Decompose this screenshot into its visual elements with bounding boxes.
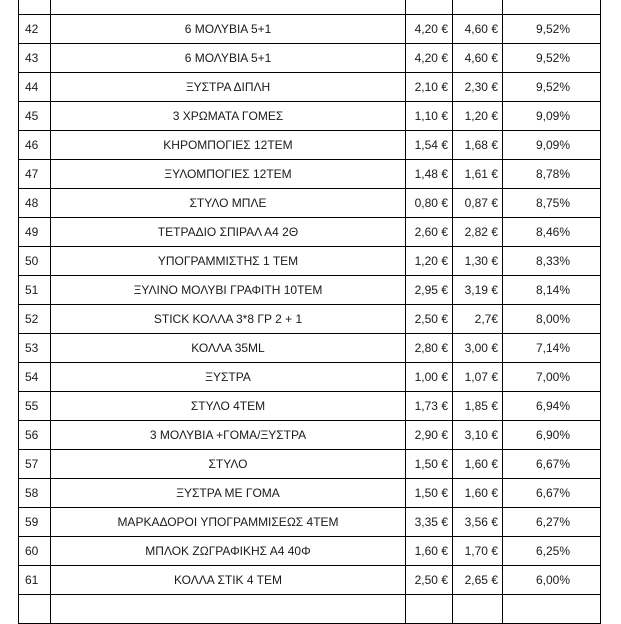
- cell-price-new: 2,65 €: [453, 566, 503, 595]
- cell-price-new: [453, 595, 503, 624]
- cell-change: 9,09%: [503, 131, 601, 160]
- cell-price-old: 4,20 €: [406, 15, 453, 44]
- table-row: [19, 537, 601, 566]
- cell-name: ΜΑΡΚΑΔΟΡΟΙ ΥΠΟΓΡΑΜΜΙΣΕΩΣ 4ΤΕΜ: [51, 508, 406, 537]
- table-row: [19, 566, 601, 595]
- table-row: [19, 44, 601, 73]
- table-row: [19, 247, 601, 276]
- cell-num: 61: [19, 566, 51, 595]
- cell-price-new: [453, 0, 503, 15]
- cell-change: 9,52%: [503, 15, 601, 44]
- cell-price-new: 2,82 €: [453, 218, 503, 247]
- price-table-body: [19, 0, 601, 624]
- cell-num: 57: [19, 450, 51, 479]
- cell-name: ΞΥΛΟΜΠΟΓΙΕΣ 12ΤΕΜ: [51, 160, 406, 189]
- cell-change: 7,00%: [503, 363, 601, 392]
- cell-price-old: 2,10 €: [406, 73, 453, 102]
- cell-num: 52: [19, 305, 51, 334]
- cell-num: 50: [19, 247, 51, 276]
- cell-price-old: [406, 0, 453, 15]
- cell-name: [51, 0, 406, 15]
- cell-price-new: 3,56 €: [453, 508, 503, 537]
- cell-num: 44: [19, 73, 51, 102]
- table-row: [19, 160, 601, 189]
- cell-change: [503, 0, 601, 15]
- cell-price-new: 0,87 €: [453, 189, 503, 218]
- table-row-partial-bottom: [19, 595, 601, 624]
- cell-num: 42: [19, 15, 51, 44]
- cell-name: ΜΠΛΟΚ ΖΩΓΡΑΦΙΚΗΣ Α4 40Φ: [51, 537, 406, 566]
- cell-name: ΚΗΡΟΜΠΟΓΙΕΣ 12ΤΕΜ: [51, 131, 406, 160]
- table-row: [19, 392, 601, 421]
- cell-price-old: 2,95 €: [406, 276, 453, 305]
- cell-change: 8,33%: [503, 247, 601, 276]
- table-row: [19, 450, 601, 479]
- cell-num: 45: [19, 102, 51, 131]
- cell-num: 56: [19, 421, 51, 450]
- cell-change: 9,09%: [503, 102, 601, 131]
- cell-name: ΤΕΤΡΑΔΙΟ ΣΠΙΡΑΛ Α4 2Θ: [51, 218, 406, 247]
- cell-name: ΞΥΣΤΡΑ ΜΕ ΓΟΜΑ: [51, 479, 406, 508]
- cell-change: 8,75%: [503, 189, 601, 218]
- cell-num: 53: [19, 334, 51, 363]
- cell-change: 8,00%: [503, 305, 601, 334]
- cell-name: 3 ΜΟΛΥΒΙΑ +ΓΟΜΑ/ΞΥΣΤΡΑ: [51, 421, 406, 450]
- cell-change: 7,14%: [503, 334, 601, 363]
- cell-name: [51, 595, 406, 624]
- table-row: [19, 15, 601, 44]
- cell-price-new: 1,60 €: [453, 450, 503, 479]
- cell-name: ΣΤΥΛΟ 4ΤΕΜ: [51, 392, 406, 421]
- cell-price-new: 2,30 €: [453, 73, 503, 102]
- cell-price-old: 1,00 €: [406, 363, 453, 392]
- cell-price-old: 2,60 €: [406, 218, 453, 247]
- cell-price-new: 3,10 €: [453, 421, 503, 450]
- cell-name: ΞΥΛΙΝΟ ΜΟΛΥΒΙ ΓΡΑΦΙΤΗ 10ΤΕΜ: [51, 276, 406, 305]
- cell-name: ΚΟΛΛΑ 35ML: [51, 334, 406, 363]
- cell-num: 54: [19, 363, 51, 392]
- cell-change: 9,52%: [503, 73, 601, 102]
- cell-price-old: 0,80 €: [406, 189, 453, 218]
- cell-num: 59: [19, 508, 51, 537]
- cell-price-new: 1,07 €: [453, 363, 503, 392]
- cell-name: 6 ΜΟΛΥΒΙΑ 5+1: [51, 44, 406, 73]
- cell-num: 58: [19, 479, 51, 508]
- cell-change: 8,14%: [503, 276, 601, 305]
- cell-price-new: 1,61 €: [453, 160, 503, 189]
- cell-name: 3 ΧΡΩΜΑΤΑ ΓΟΜΕΣ: [51, 102, 406, 131]
- cell-change: [503, 595, 601, 624]
- cell-price-old: 1,20 €: [406, 247, 453, 276]
- cell-price-new: 1,70 €: [453, 537, 503, 566]
- cell-price-new: 3,00 €: [453, 334, 503, 363]
- cell-name: ΞΥΣΤΡΑ: [51, 363, 406, 392]
- cell-name: ΣΤΥΛΟ ΜΠΛΕ: [51, 189, 406, 218]
- cell-price-new: 1,20 €: [453, 102, 503, 131]
- cell-price-old: 2,80 €: [406, 334, 453, 363]
- cell-num: 51: [19, 276, 51, 305]
- cell-num: 55: [19, 392, 51, 421]
- cell-price-old: 2,90 €: [406, 421, 453, 450]
- cell-price-new: 3,19 €: [453, 276, 503, 305]
- table-row: [19, 102, 601, 131]
- table-row: [19, 276, 601, 305]
- cell-price-new: 1,30 €: [453, 247, 503, 276]
- cell-price-old: 1,60 €: [406, 537, 453, 566]
- cell-change: 6,94%: [503, 392, 601, 421]
- cell-change: 6,00%: [503, 566, 601, 595]
- table-row: [19, 73, 601, 102]
- cell-name: ΚΟΛΛΑ ΣΤΙΚ 4 ΤΕΜ: [51, 566, 406, 595]
- table-row: [19, 421, 601, 450]
- table-row: [19, 479, 601, 508]
- cell-num: 60: [19, 537, 51, 566]
- cell-num: 49: [19, 218, 51, 247]
- cell-price-old: 1,50 €: [406, 479, 453, 508]
- cell-price-old: 4,20 €: [406, 44, 453, 73]
- cell-change: 6,90%: [503, 421, 601, 450]
- cell-num: 46: [19, 131, 51, 160]
- cell-price-new: 2,7€: [453, 305, 503, 334]
- cell-num: 48: [19, 189, 51, 218]
- cell-change: 8,78%: [503, 160, 601, 189]
- cell-change: 8,46%: [503, 218, 601, 247]
- cell-price-old: 1,73 €: [406, 392, 453, 421]
- cell-price-old: 1,50 €: [406, 450, 453, 479]
- table-row: [19, 305, 601, 334]
- cell-name: STICK ΚΟΛΛΑ 3*8 ΓΡ 2 + 1: [51, 305, 406, 334]
- cell-num: [19, 595, 51, 624]
- cell-change: 6,67%: [503, 450, 601, 479]
- cell-name: ΞΥΣΤΡΑ ΔΙΠΛΗ: [51, 73, 406, 102]
- cell-change: 6,67%: [503, 479, 601, 508]
- cell-change: 9,52%: [503, 44, 601, 73]
- cell-name: ΥΠΟΓΡΑΜΜΙΣΤΗΣ 1 ΤΕΜ: [51, 247, 406, 276]
- cell-change: 6,27%: [503, 508, 601, 537]
- table-row-partial-top: [19, 0, 601, 15]
- table-row: [19, 363, 601, 392]
- cell-price-old: 3,35 €: [406, 508, 453, 537]
- cell-price-new: 1,60 €: [453, 479, 503, 508]
- table-row: [19, 334, 601, 363]
- cell-price-old: [406, 595, 453, 624]
- cell-price-old: 2,50 €: [406, 305, 453, 334]
- price-table: [18, 0, 601, 624]
- cell-name: 6 ΜΟΛΥΒΙΑ 5+1: [51, 15, 406, 44]
- cell-price-old: 1,10 €: [406, 102, 453, 131]
- cell-change: 6,25%: [503, 537, 601, 566]
- cell-price-new: 4,60 €: [453, 15, 503, 44]
- cell-price-new: 1,68 €: [453, 131, 503, 160]
- cell-name: ΣΤΥΛΟ: [51, 450, 406, 479]
- cell-num: [19, 0, 51, 15]
- cell-num: 43: [19, 44, 51, 73]
- table-row: [19, 508, 601, 537]
- table-row: [19, 189, 601, 218]
- cell-price-old: 2,50 €: [406, 566, 453, 595]
- cell-num: 47: [19, 160, 51, 189]
- cell-price-new: 4,60 €: [453, 44, 503, 73]
- cell-price-old: 1,48 €: [406, 160, 453, 189]
- table-row: [19, 218, 601, 247]
- cell-price-old: 1,54 €: [406, 131, 453, 160]
- cell-price-new: 1,85 €: [453, 392, 503, 421]
- table-row: [19, 131, 601, 160]
